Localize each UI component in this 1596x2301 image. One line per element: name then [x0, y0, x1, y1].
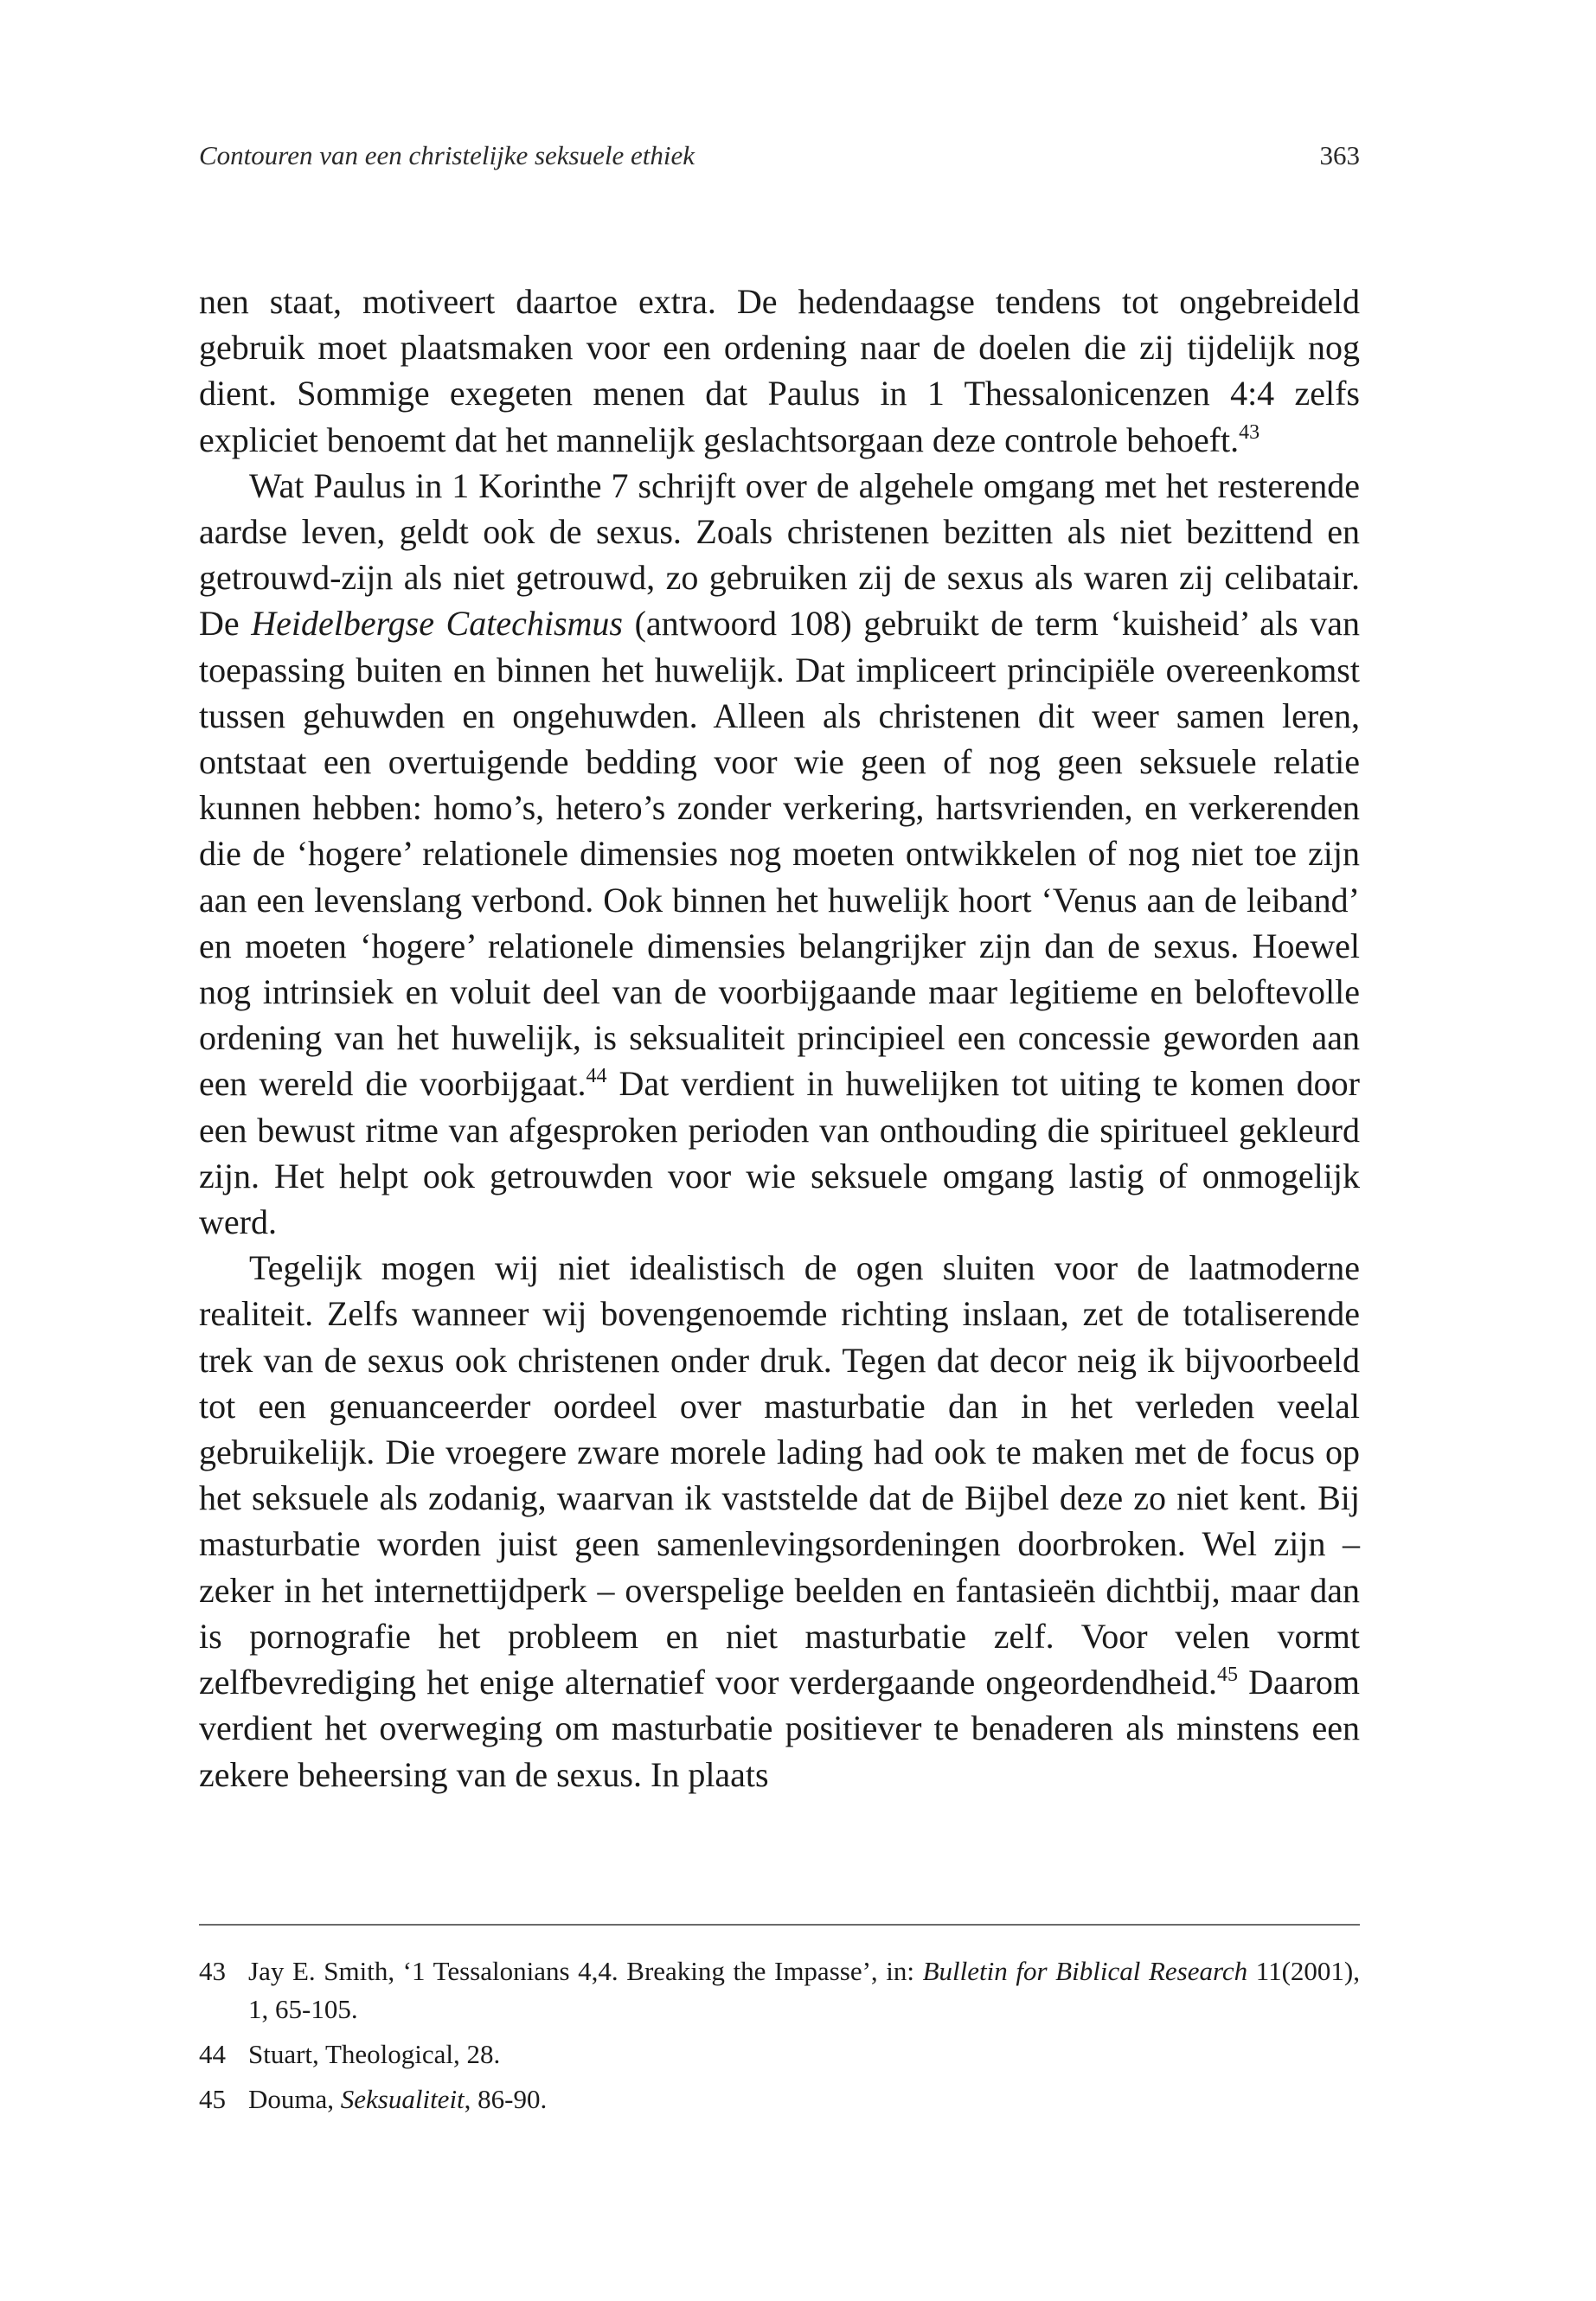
body-text — [199, 279, 1360, 1798]
footnote-43-journal: Bulletin for Biblical Research — [922, 1956, 1248, 1986]
footnote-ref-43[interactable]: 43 — [1239, 420, 1260, 444]
paragraph-2-text-c: Dat verdient in huwelijken tot uiting te komen door een bewust ritme van afgesproken perioden van onthouding die spiritueel gekleurd zijn. Het helpt ook getrouwden voor wie seksuele omgang lastig of onmogelijk werd. — [199, 1064, 1361, 1242]
footnote-44 — [199, 2035, 1360, 2073]
footnote-45 — [199, 2080, 1360, 2118]
page-number: 363 — [1319, 140, 1360, 170]
footnote-43-after: 11(2001), 1, 65-105. — [248, 1956, 1361, 2024]
footnote-ref-44[interactable]: 44 — [586, 1065, 607, 1088]
paragraph-2-text-a: Wat Paulus in 1 Korinthe 7 schrijft over de algehele omgang met het resterende aardse leven, geldt ook de sexus. Zoals christenen bezitten als niet bezittend en getrouwd-zijn als niet getrouwd, zo gebruiken zij de sexus als waren zij celibatair. De — [199, 465, 1360, 644]
running-head — [199, 137, 1360, 175]
footnote-divider — [199, 1924, 1360, 1926]
footnote-ref-45[interactable]: 45 — [1217, 1663, 1239, 1687]
paragraph-1-text: nen staat, motiveert daartoe extra. De hedendaagse tendens tot ongebreideld gebruik moet plaatsmaken voor een ordening naar de doelen die zij tijdelijk nog dient. Sommige exegeten menen dat Paulus in 1 Thessalonicenzen 4:4 zelfs expliciet benoemt dat het mannelijk geslachtsorgaan deze controle behoeft. — [199, 282, 1360, 459]
footnote-45-before: Douma, — [248, 2084, 341, 2114]
footnote-number: 44 — [199, 2039, 226, 2069]
running-title: Contouren van een christelijke seksuele ethiek — [199, 140, 695, 170]
footnotes — [199, 1952, 1360, 2125]
footnote-text — [248, 1952, 1360, 2029]
paragraph-1 — [199, 279, 1360, 463]
footnote-number: 45 — [199, 2084, 226, 2114]
footnote-45-after: , 86-90. — [464, 2084, 548, 2114]
paragraph-3 — [199, 1245, 1360, 1797]
paragraph-2 — [199, 463, 1360, 1245]
paragraph-2-text-b: (antwoord 108) gebruikt de term ‘kuisheid’ als van toepassing buiten en binnen het huwelijk. Dat impliceert principiële overeenkomst tussen gehuwden en ongehuwden. Alleen als christenen dit weer samen leren, ontstaat een overtuigende bedding voor wie geen of nog geen seksuele relatie kunnen hebben: homo’s, hetero’s zonder verkering, hartsvrienden, en verkerenden die de ‘hogere’ relationele dimensies nog moeten ontwikkelen of nog niet toe zijn aan een levenslang verbond. Ook binnen het huwelijk hoort ‘Venus aan de leiband’ en moeten ‘hogere’ relationele dimensies belangrijker zijn dan de sexus. Hoewel nog intrinsiek en voluit deel van de voorbijgaande maar legitieme en beloftevolle ordening van het huwelijk, is seksualiteit principieel een concessie geworden aan een wereld die voorbijgaat. — [199, 604, 1361, 1104]
catechism-title: Heidelbergse Catechismus — [251, 604, 623, 644]
footnote-number: 43 — [199, 1956, 226, 1986]
footnote-43 — [199, 1952, 1360, 2029]
footnote-45-title: Seksualiteit — [340, 2084, 465, 2114]
footnote-43-before: Jay E. Smith, ‘1 Tessalonians 4,4. Breaking the Impasse’, in: — [248, 1956, 923, 1986]
footnote-44-before: Stuart, Theological, 28. — [248, 2039, 501, 2069]
paragraph-3-text-a: Tegelijk mogen wij niet idealistisch de ogen sluiten voor de laatmoderne realiteit. Zelfs wanneer wij bovengenoemde richting inslaan, zet de totaliserende trek van de sexus ook christenen onder druk. Tegen dat decor neig ik bijvoorbeeld tot een genuanceerder oordeel over masturbatie dan in het verleden veelal gebruikelijk. Die vroegere zware morele lading had ook te maken met de focus op het seksuele als zodanig, waarvan ik vaststelde dat de Bijbel deze zo niet kent. Bij masturbatie worden juist geen samenlevingsordeningen doorbroken. Wel zijn – zeker in het internettijdperk – overspelige beelden en fantasieën dichtbij, maar dan is pornografie het probleem en niet masturbatie zelf. Voor velen vormt zelfbevrediging het enige alternatief voor verdergaande ongeordendheid. — [199, 1248, 1360, 1702]
footnote-text — [248, 2035, 1360, 2073]
paragraph-3-text-b: Daarom verdient het overweging om masturbatie positiever te benaderen als minstens een zekere beheersing van de sexus. In plaats — [199, 1663, 1360, 1794]
footnote-text — [248, 2080, 1360, 2118]
